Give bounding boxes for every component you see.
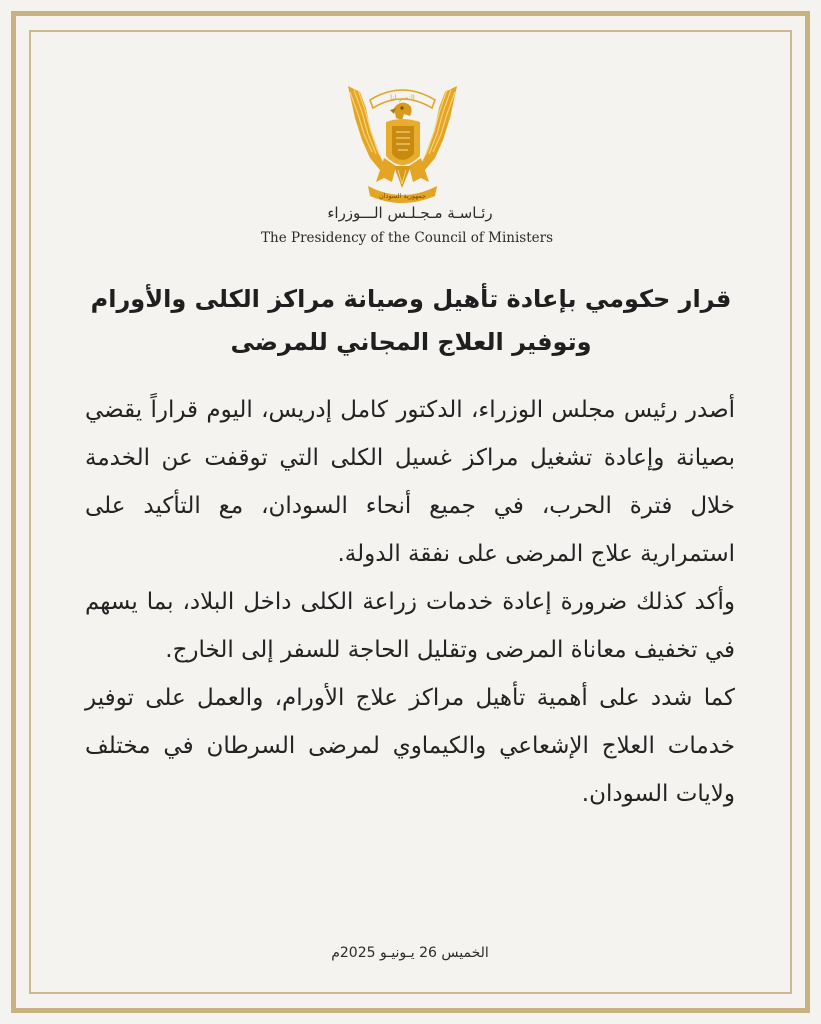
paragraph-3: كما شدد على أهمية تأهيل مراكز علاج الأورام، والعمل على توفير خدمات العلاج الإشعاعي والكيماوي لمرضى السرطان في مختلف ولايات السودان. (85, 685, 735, 807)
title-line-2: وتوفير العلاج المجاني للمرضى (230, 328, 592, 356)
presidency-english-name: The Presidency of the Council of Ministers (261, 230, 553, 246)
emblem-base-text: جمهورية السودان (378, 192, 427, 200)
emblem-icon (340, 78, 465, 206)
article-body (85, 386, 735, 818)
presidency-arabic-name: رئـاسـة مـجـلـس الـــوزراء (327, 204, 493, 222)
paragraph-2: وأكد كذلك ضرورة إعادة خدمات زراعة الكلى داخل البلاد، بما يسهم في تخفيف معاناة المرضى وتقليل الحاجة للسفر إلى الخارج. (85, 589, 735, 663)
emblem-banner-text: النصر لنا (390, 94, 415, 102)
paragraph-1: أصدر رئيس مجلس الوزراء، الدكتور كامل إدريس، اليوم قراراً يقضي بصيانة وإعادة تشغيل مراكز غسيل الكلى التي توقفت عن الخدمة خلال فترة الحرب، في جميع أنحاء السودان، مع التأكيد على استمرارية علاج المرضى على نفقة الدولة. (85, 397, 735, 567)
title-line-1: قرار حكومي بإعادة تأهيل وصيانة مراكز الكلى والأورام (90, 285, 732, 313)
page-title (60, 278, 762, 364)
publication-date: الخميس 26 يـونيـو 2025م (331, 945, 489, 961)
